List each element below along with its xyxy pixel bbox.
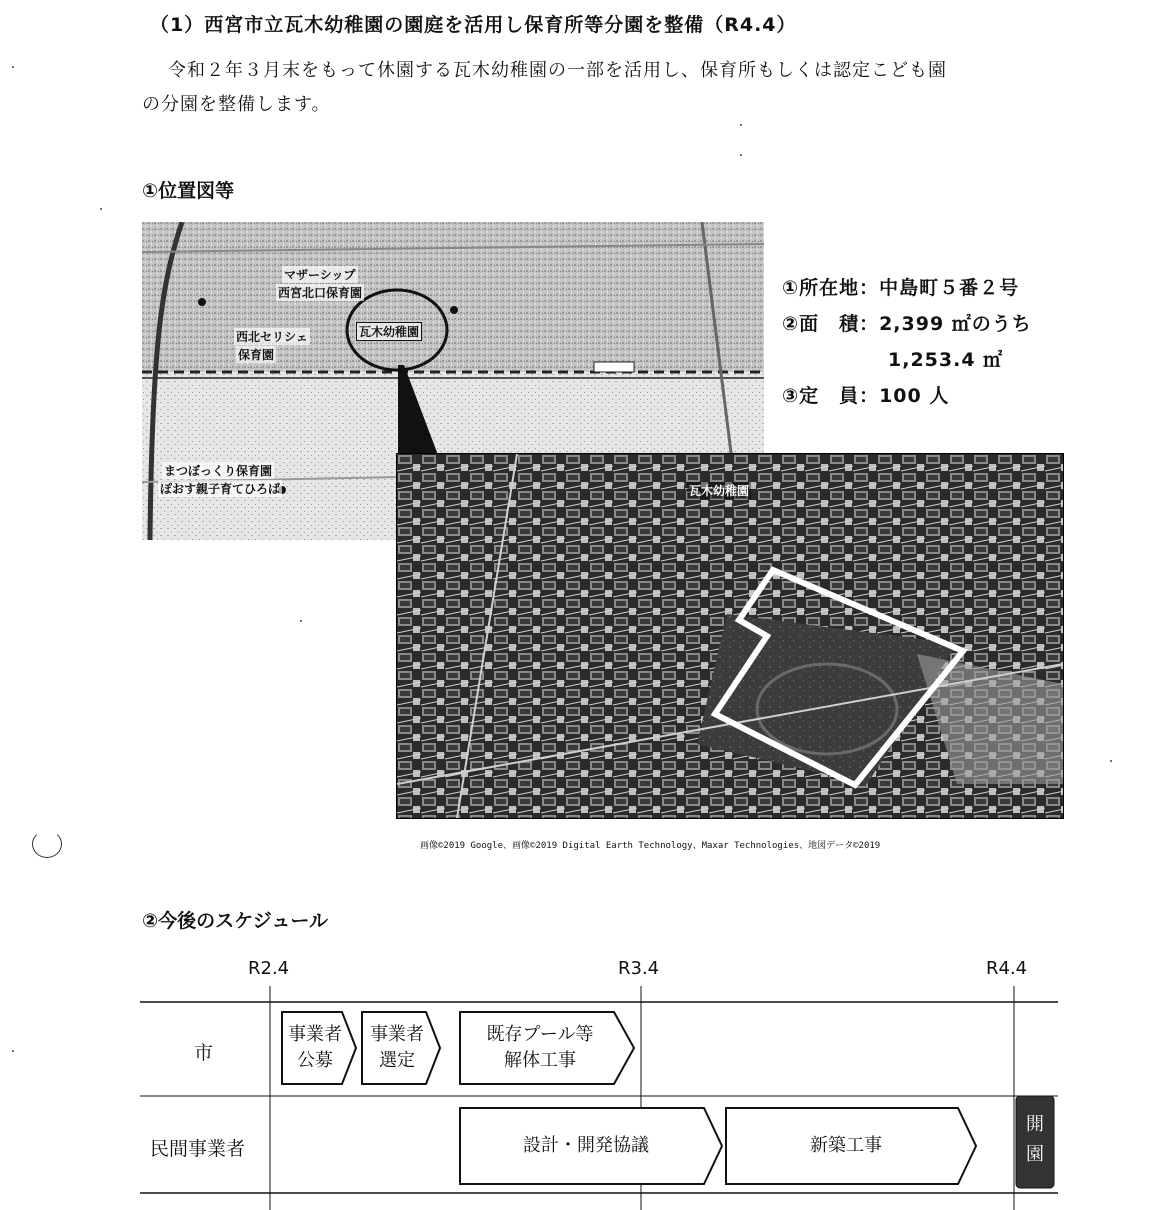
task-recruit-line2: 公募: [297, 1050, 333, 1071]
paragraph-line-1: 令和２年３月末をもって休園する瓦木幼稚園の一部を活用し、保育所もしくは認定こども園: [168, 60, 947, 81]
milestone-r2-4: R2.4: [248, 958, 290, 979]
task-select-line1: 事業者: [370, 1024, 424, 1045]
task-demolition-line2: 解体工事: [504, 1050, 576, 1071]
task-select: [362, 1022, 432, 1074]
row-label-private: 民間事業者: [150, 1138, 246, 1160]
map-label-kitaguchi: 西宮北口保育園: [278, 286, 363, 300]
opening-badge-line1: 開: [1026, 1114, 1044, 1135]
aerial-label-kawaragi: 瓦木幼稚園: [689, 484, 750, 498]
milestone-r3-4: R3.4: [618, 958, 660, 979]
map-label-matsubokkuri: まつぼっくり保育園: [164, 464, 273, 478]
scan-dot: [100, 208, 102, 210]
image-credit: 画像©2019 Google、画像©2019 Digital Earth Technology、Maxar Technologies、地図データ©2019: [420, 841, 881, 851]
task-demolition: [462, 1022, 618, 1074]
map-label-hiroba: ぽおす親子育てひろば: [160, 482, 281, 496]
schedule-title: ②今後のスケジュール: [142, 910, 328, 932]
scan-dot: [740, 154, 742, 156]
map-label-mothership: マザーシップ: [284, 268, 356, 282]
opening-badge-line2: 園: [1026, 1144, 1044, 1165]
scan-dot: [12, 1050, 14, 1052]
map-label-hoikuen: 保育園: [238, 348, 275, 362]
scan-dot: [12, 66, 14, 68]
milestone-r4-4: R4.4: [986, 958, 1028, 979]
section-heading: （1）西宮市立瓦木幼稚園の園庭を活用し保育所等分園を整備（R4.4）: [150, 14, 797, 36]
location-address: ①所在地：中島町５番２号: [782, 277, 1020, 299]
scan-dot: [1110, 760, 1112, 762]
task-construction: 新築工事: [810, 1135, 882, 1156]
location-area: ②面 積：2,399 ㎡のうち: [782, 313, 1032, 335]
task-recruit-line1: 事業者: [288, 1024, 342, 1045]
task-select-line2: 選定: [379, 1050, 415, 1071]
task-design: 設計・開発協議: [523, 1135, 649, 1156]
scan-dot: [300, 620, 302, 622]
map-label-kawaragi: 瓦木幼稚園: [356, 322, 422, 341]
task-recruit: [282, 1022, 348, 1074]
location-area-value: 1,253.4 ㎡: [888, 349, 1004, 371]
opening-badge: [1016, 1110, 1054, 1170]
scan-dot: [740, 124, 742, 126]
location-capacity: ③定 員：100 人: [782, 385, 950, 407]
paragraph-line-2: の分園を整備します。: [142, 94, 331, 115]
task-demolition-line1: 既存プール等: [486, 1024, 594, 1045]
scan-mark: [32, 830, 62, 858]
map-label-serenite: 西北セリシェ: [236, 330, 308, 344]
location-title: ①位置図等: [142, 180, 235, 202]
row-label-city: 市: [194, 1042, 214, 1064]
